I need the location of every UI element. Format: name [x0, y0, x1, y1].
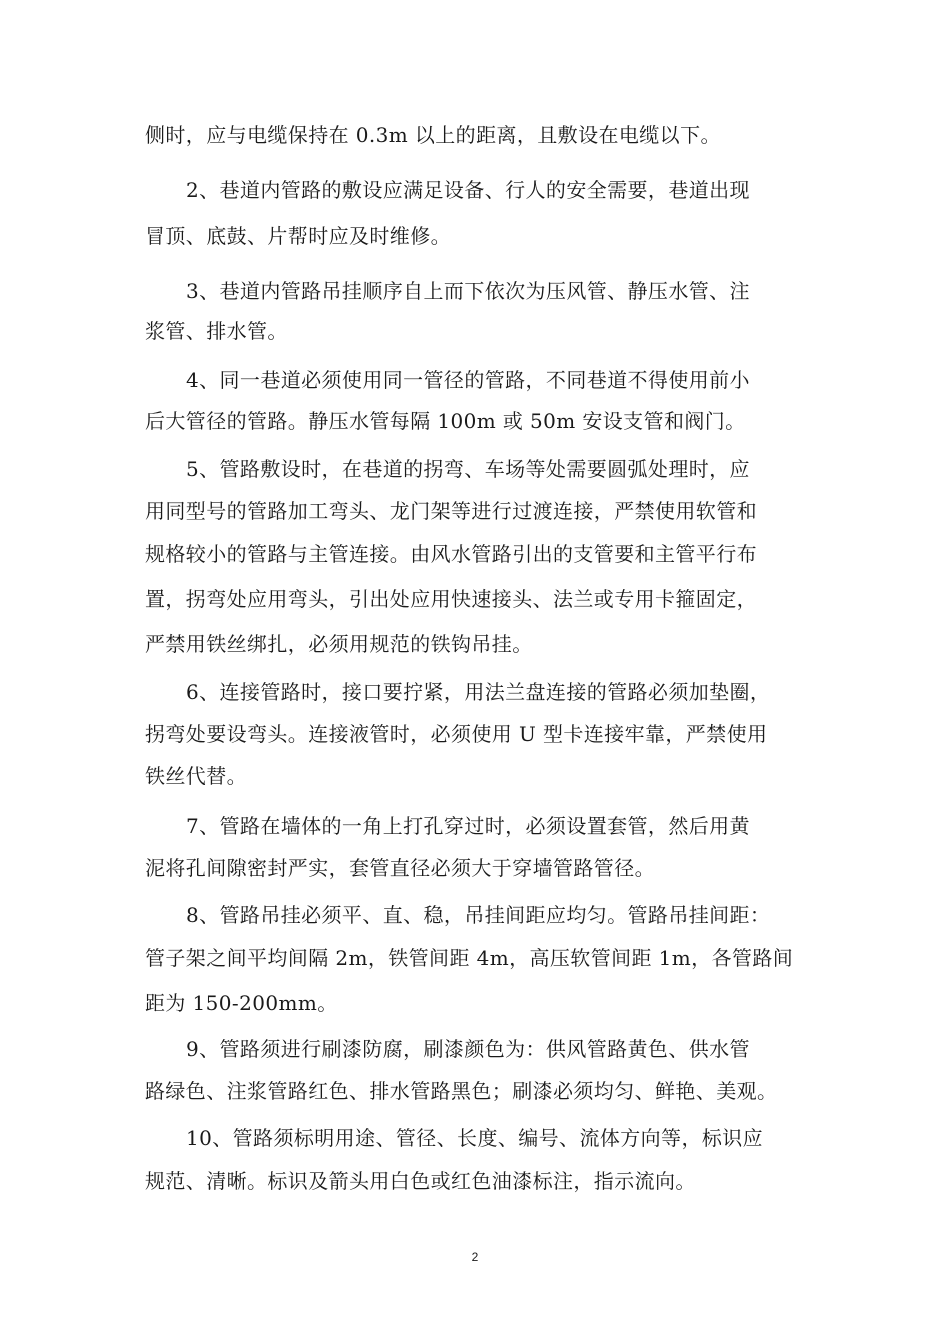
text-line: 后大管径的管路。静压水管每隔 100m 或 50m 安设支管和阀门。 — [145, 409, 746, 433]
text-line: 9、管路须进行刷漆防腐，刷漆颜色为：供风管路黄色、供水管 — [186, 1037, 750, 1061]
text-line: 严禁用铁丝绑扎，必须用规范的铁钩吊挂。 — [145, 632, 533, 656]
text-line: 铁丝代替。 — [145, 764, 247, 788]
text-line: 置，拐弯处应用弯头，引出处应用快速接头、法兰或专用卡箍固定， — [145, 587, 757, 611]
text-line: 距为 150-200mm。 — [145, 991, 338, 1015]
text-line: 6、连接管路时，接口要拧紧，用法兰盘连接的管路必须加垫圈， — [186, 680, 771, 704]
text-line: 用同型号的管路加工弯头、龙门架等进行过渡连接，严禁使用软管和 — [145, 499, 757, 523]
text-line: 2、巷道内管路的敷设应满足设备、行人的安全需要，巷道出现 — [186, 178, 750, 202]
page-number: 2 — [471, 1250, 479, 1264]
text-line: 泥将孔间隙密封严实，套管直径必须大于穿墙管路管径。 — [145, 856, 655, 880]
text-line: 侧时，应与电缆保持在 0.3m 以上的距离，且敷设在电缆以下。 — [145, 123, 721, 147]
text-line: 10、管路须标明用途、管径、长度、编号、流体方向等，标识应 — [186, 1126, 764, 1150]
text-line: 规格较小的管路与主管连接。由风水管路引出的支管要和主管平行布 — [145, 542, 757, 566]
text-line: 路绿色、注浆管路红色、排水管路黑色；刷漆必须均匀、鲜艳、美观。 — [145, 1079, 778, 1103]
text-line: 管子架之间平均间隔 2m，铁管间距 4m，高压软管间距 1m，各管路间 — [145, 946, 794, 970]
text-line: 7、管路在墙体的一角上打孔穿过时，必须设置套管，然后用黄 — [186, 814, 750, 838]
text-line: 浆管、排水管。 — [145, 319, 288, 343]
text-line: 规范、清晰。标识及箭头用白色或红色油漆标注，指示流向。 — [145, 1169, 696, 1193]
text-line: 拐弯处要设弯头。连接液管时，必须使用 U 型卡连接牢靠，严禁使用 — [145, 722, 768, 746]
text-line: 冒顶、底鼓、片帮时应及时维修。 — [145, 224, 451, 248]
text-line: 5、管路敷设时，在巷道的拐弯、车场等处需要圆弧处理时，应 — [186, 457, 750, 481]
text-line: 3、巷道内管路吊挂顺序自上而下依次为压风管、静压水管、注 — [186, 279, 750, 303]
text-line: 4、同一巷道必须使用同一管径的管路，不同巷道不得使用前小 — [186, 368, 750, 392]
text-line: 8、管路吊挂必须平、直、稳，吊挂间距应均匀。管路吊挂间距： — [186, 903, 771, 927]
